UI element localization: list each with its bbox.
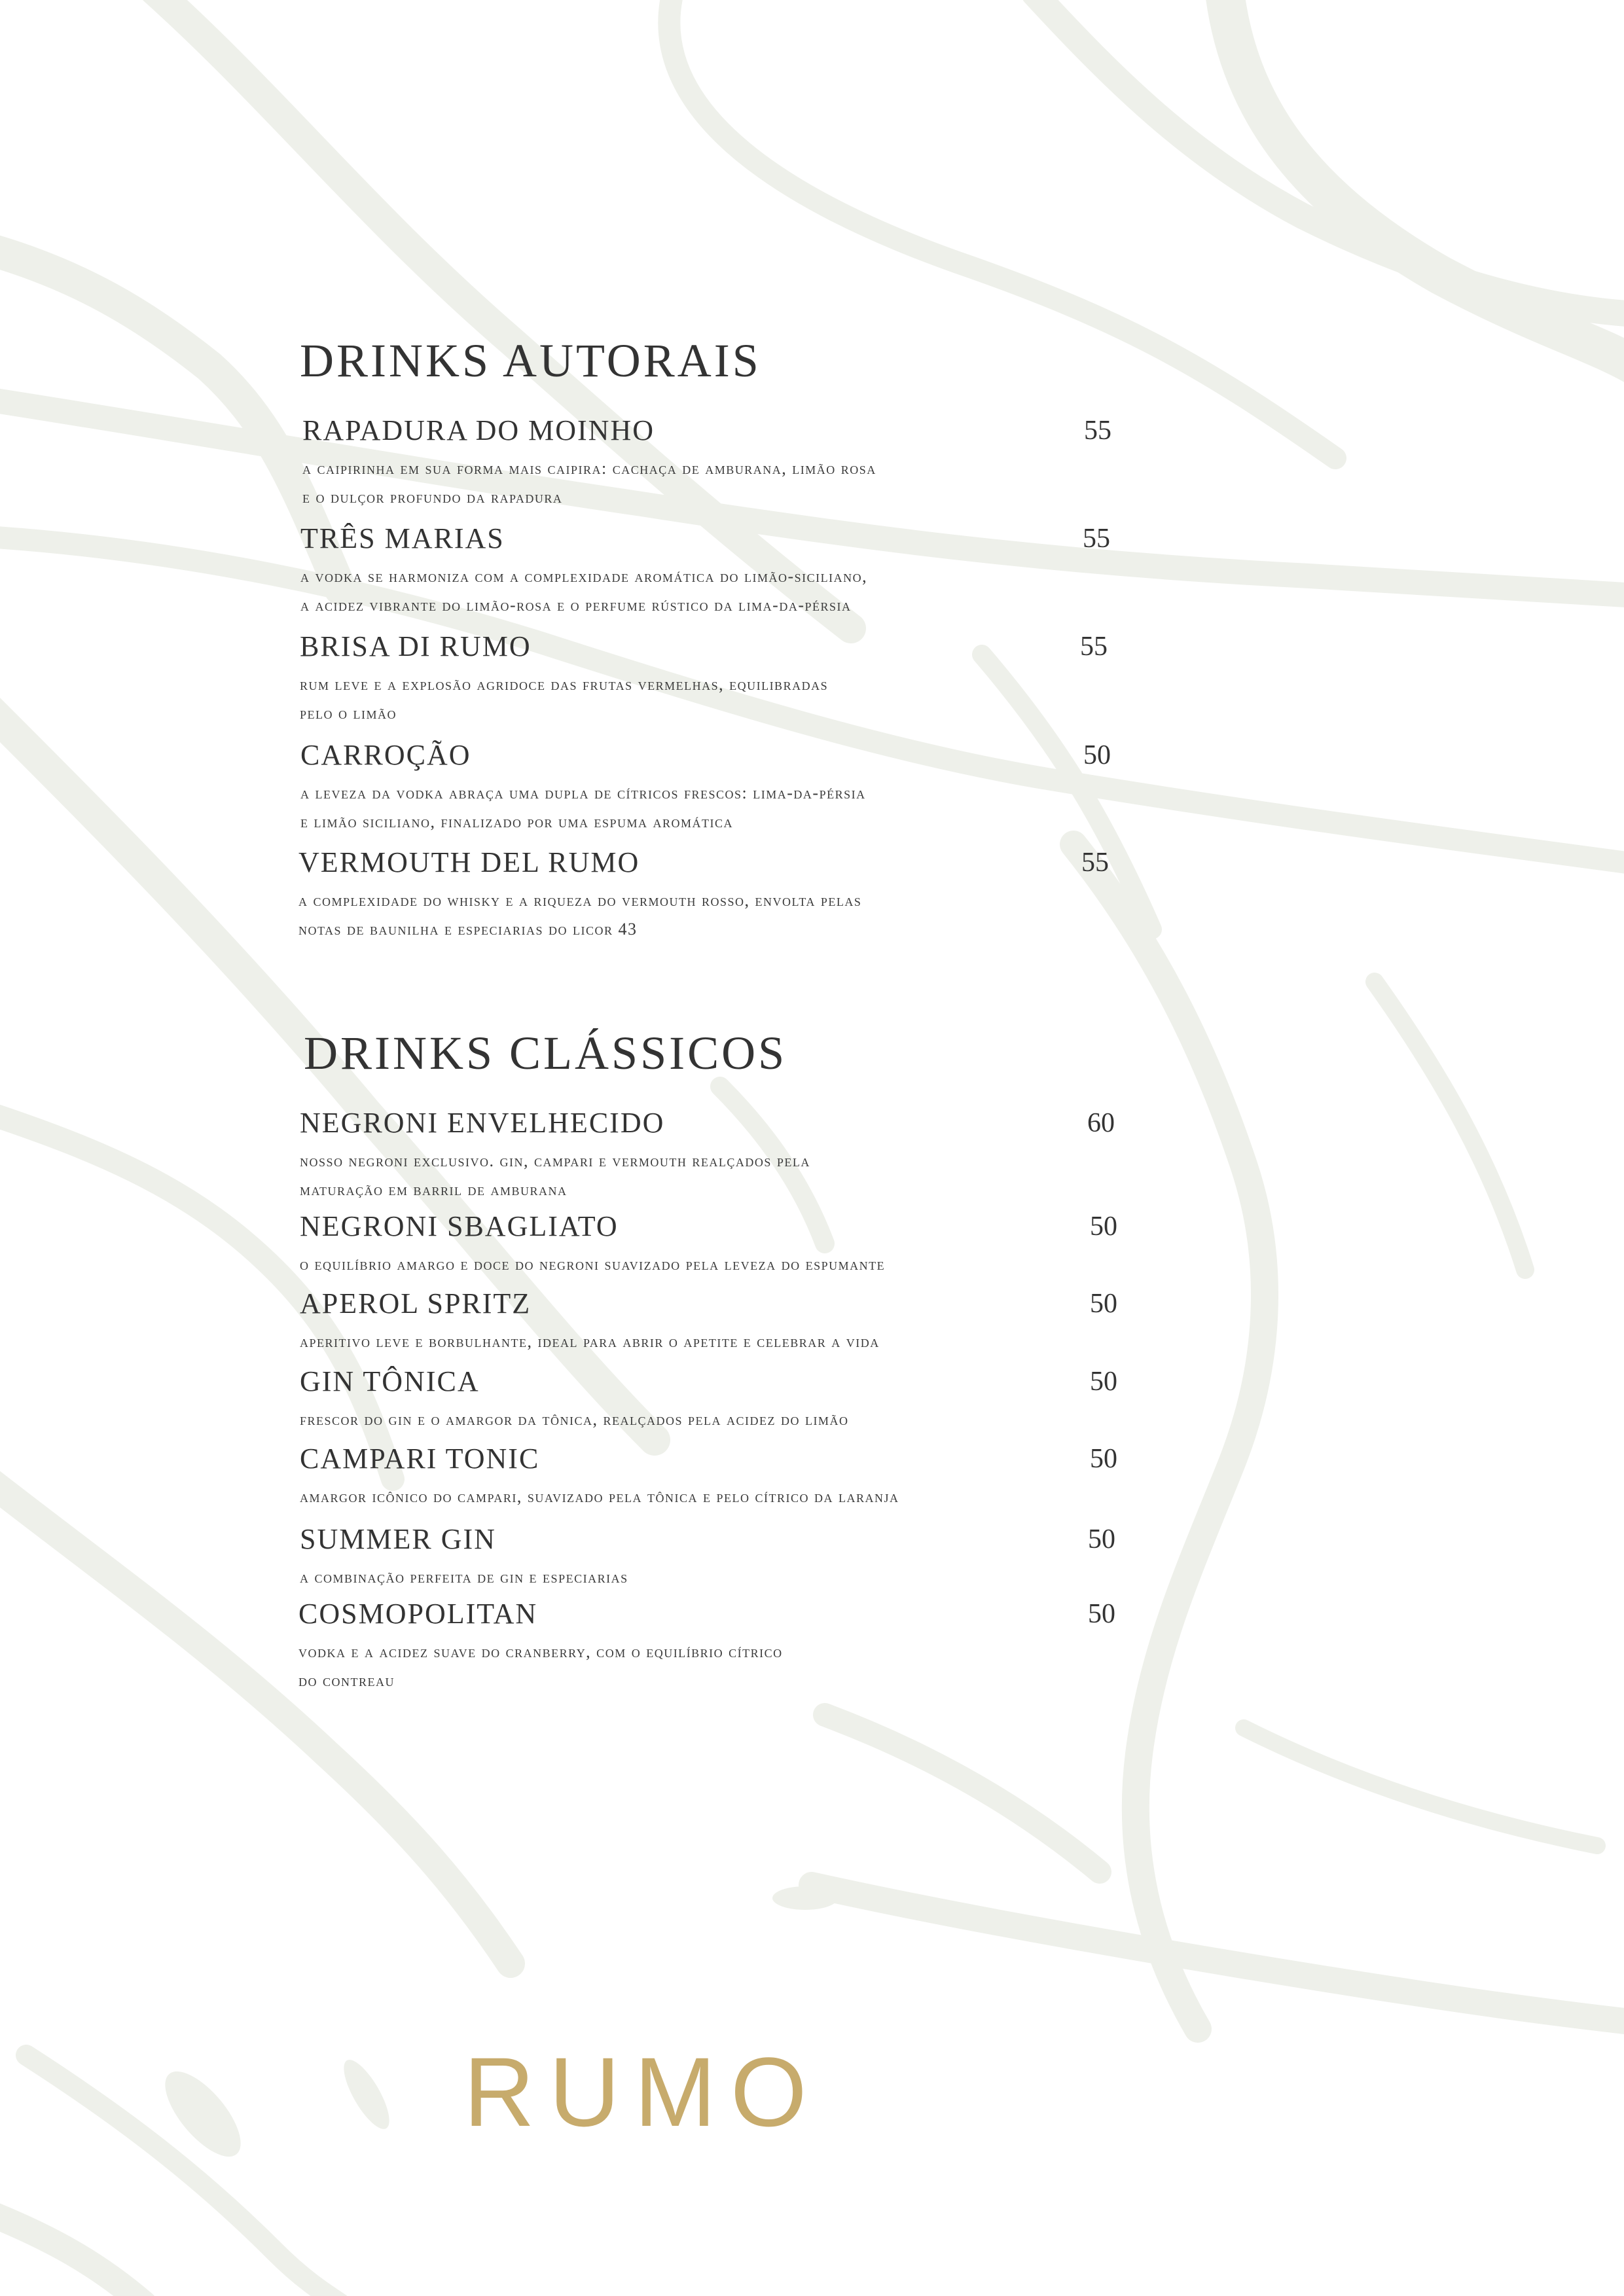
menu-item-price: 50 (1090, 1444, 1117, 1474)
menu-item-price: 60 (1087, 1108, 1115, 1138)
menu-item-description (298, 886, 1149, 944)
menu-item-carrocao (300, 738, 1151, 836)
menu-item-description (300, 1482, 1151, 1511)
menu-item-description (302, 454, 1153, 512)
menu-item-price: 50 (1090, 1289, 1117, 1319)
menu-item-name: RAPADURA DO MOINHO (302, 414, 655, 446)
description-line: a leveza da vodka abraça uma dupla de cítricos frescos: lima-da-pérsia (300, 783, 866, 802)
rumo-logo: RUMO (463, 2037, 821, 2147)
menu-item-description (300, 779, 1151, 836)
menu-item-name: GIN TÔNICA (300, 1365, 480, 1397)
section-title-drinks-autorais: DRINKS AUTORAIS (300, 334, 761, 387)
section-title-drinks-classicos: DRINKS CLÁSSICOS (304, 1027, 787, 1079)
menu-item-description (300, 1563, 1151, 1592)
menu-item-description (300, 1327, 1151, 1356)
description-line: do contreau (298, 1671, 395, 1690)
description-line: vodka e a acidez suave do cranberry, com o equilíbrio cítrico (298, 1642, 783, 1661)
menu-item-name: TRÊS MARIAS (300, 522, 505, 554)
menu-item-price: 50 (1088, 1599, 1115, 1629)
menu-item-price: 55 (1084, 416, 1111, 446)
menu-item-negroni-sbagliato (300, 1210, 1151, 1279)
menu-item-negroni-envelhecido (300, 1106, 1151, 1204)
menu-item-aperol-spritz (300, 1287, 1151, 1356)
description-line: nosso negroni exclusivo. gin, campari e vermouth realçados pela (300, 1151, 810, 1170)
description-line: a complexidade do whisky e a riqueza do vermouth rosso, envolta pelas (298, 891, 862, 910)
menu-item-price: 50 (1088, 1524, 1115, 1554)
menu-item-name: BRISA DI RUMO (300, 630, 532, 662)
menu-item-name: NEGRONI ENVELHECIDO (300, 1107, 665, 1139)
description-line: o equilíbrio amargo e doce do negroni suavizado pela leveza do espumante (300, 1255, 886, 1274)
menu-item-cosmopolitan (298, 1597, 1149, 1695)
description-line: amargor icônico do campari, suavizado pela tônica e pelo cítrico da laranja (300, 1487, 899, 1506)
menu-item-price: 50 (1090, 1367, 1117, 1397)
description-line: a combinação perfeita de gin e especiarias (300, 1568, 628, 1587)
description-line: a caipirinha em sua forma mais caipira: cachaça de amburana, limão rosa (302, 459, 876, 478)
menu-item-description (300, 562, 1151, 620)
menu-item-description (300, 1147, 1151, 1204)
menu-item-price: 50 (1090, 1211, 1117, 1242)
menu-item-name: APEROL SPRITZ (300, 1287, 532, 1319)
description-line: rum leve e a explosão agridoce das frutas vermelhas, equilibradas (300, 675, 829, 694)
description-line: aperitivo leve e borbulhante, ideal para abrir o apetite e celebrar a vida (300, 1332, 880, 1351)
menu-item-price: 55 (1083, 524, 1110, 554)
description-line: maturação em barril de amburana (300, 1180, 568, 1199)
menu-item-name: SUMMER GIN (300, 1523, 496, 1555)
menu-item-description (300, 670, 1151, 728)
menu-item-price: 55 (1080, 632, 1108, 662)
menu-item-brisa-di-rumo (300, 630, 1151, 728)
menu-item-summer-gin (300, 1522, 1151, 1592)
menu-item-vermouth-del-rumo (298, 846, 1149, 944)
menu-item-description (298, 1638, 1149, 1695)
menu-item-price: 50 (1083, 740, 1111, 770)
menu-item-gin-tonica (300, 1365, 1151, 1434)
menu-item-rapadura-do-moinho (302, 414, 1153, 512)
description-line: a acidez vibrante do limão-rosa e o perfume rústico da lima-da-pérsia (300, 596, 852, 615)
menu-item-name: CARROÇÃO (300, 739, 471, 771)
description-line: notas de baunilha e especiarias do licor 43 (298, 920, 638, 939)
menu-item-description (300, 1405, 1151, 1434)
menu-item-name: COSMOPOLITAN (298, 1598, 538, 1630)
description-line: e o dulçor profundo da rapadura (302, 488, 563, 507)
description-line: pelo o limão (300, 704, 397, 723)
menu-item-tres-marias (300, 522, 1151, 620)
description-line: e limão siciliano, finalizado por uma espuma aromática (300, 812, 734, 831)
menu-item-name: CAMPARI TONIC (300, 1443, 540, 1475)
description-line: a vodka se harmoniza com a complexidade aromática do limão-siciliano, (300, 567, 868, 586)
description-line: frescor do gin e o amargor da tônica, realçados pela acidez do limão (300, 1410, 849, 1429)
menu-item-name: NEGRONI SBAGLIATO (300, 1210, 619, 1242)
menu-item-name: VERMOUTH DEL RUMO (298, 846, 640, 878)
menu-item-price: 55 (1081, 848, 1109, 878)
menu-item-description (300, 1250, 1151, 1279)
menu-item-campari-tonic (300, 1442, 1151, 1511)
